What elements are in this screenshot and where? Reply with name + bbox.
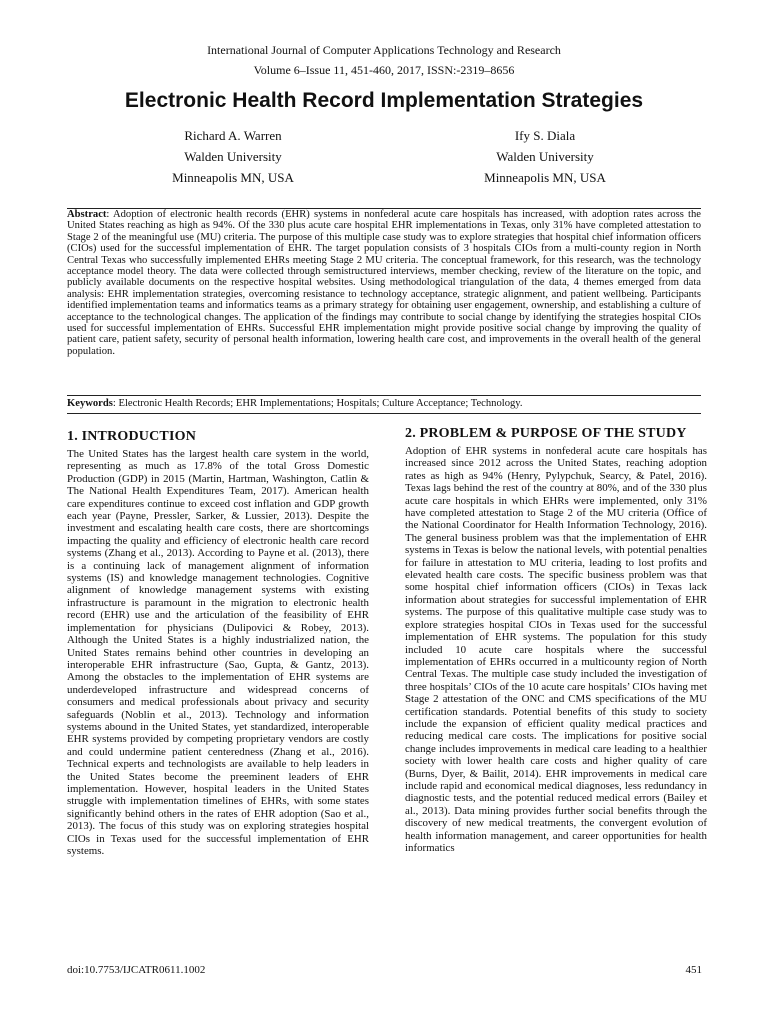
author-affiliation: Walden University [184, 149, 282, 164]
keywords-bottom-rule [67, 413, 701, 414]
column-right [405, 426, 707, 854]
section-body-introduction: The United States has the largest health care system in the world, representing as much as 17.8% of the total Gross Domestic Production (GDP) in 2015 (Martin, Hartman, Washington, Catlin & The National Health Expenditures Team, 2017). American health care expenditures continue to exceed cost inflation and GDP growth each year (Payne, Pressler, Sarker, & Lussier, 2013). Despite the investment and escalating health care costs, there are shortcomings impacting the quality and efficiency of electronic health care record systems (Zhang et al., 2013). According to Payne et al. (2013), there is a continuing lack of management alignment of information systems (IS) and knowledge management technologies. Cognitive alignment of knowledge management systems with existing infrastructure is paramount in the migration to electronic health record (EHR) use and the articulation of the feasibility of EHR implementation for physicians (Dulipovici & Robey, 2013). Although the United States is a highly industrialized nation, the United States remains behind other countries in developing an interoperable EHR infrastructure (Sao, Gupta, & Gantz, 2013). Among the obstacles to the implementation of EHR systems are underdeveloped infrastructure and widespread concerns of consumers and medical professionals about privacy and security safeguards (Noblin et al., 2013). Technology and information systems abound in the United States, yet standardized, interoperable EHR systems provided by competing proprietary vendors are costly and could undermine patient centeredness (Zhang et al., 2016). Technical experts and technologists are available to help leaders in the United States become the preeminent leaders of EHR implementation. However, hospital leaders in the United States struggle with implementation timelines of EHRs, with some states significantly behind others in the rates of EHR adoption (Sao et al., 2013). The focus of this study was on exploring strategies hospital CIOs in Texas used for the successful implementation of EHR systems. [67, 448, 369, 857]
author-block-1 [103, 125, 363, 188]
journal-volume: Volume 6–Issue 11, 451-460, 2017, ISSN:-2319–8656 [253, 63, 515, 77]
keywords [67, 397, 701, 410]
journal-name: International Journal of Computer Applications Technology and Research [207, 43, 561, 57]
keywords-text: : Electronic Health Records; EHR Implementations; Hospitals; Culture Acceptance; Technology. [112, 398, 523, 409]
page-number: 451 [685, 964, 702, 976]
author-name: Richard A. Warren [184, 128, 282, 143]
abstract-label: Abstract [67, 209, 107, 220]
section-heading-introduction: 1. INTRODUCTION [67, 429, 197, 444]
section-body-problem-purpose: Adoption of EHR systems in nonfederal acute care hospitals has increased since 2012 across the United States, reaching adoption rates as high as 94% (Henry, Pylypchuk, Searcy, & Patel, 2016). Texas lags behind the rest of the country at 80%, and of the 330 plus acute care hospitals in which EHRs were implemented, only 31% have completed attestation to Stage 2 of the MU criteria (Office of the National Coordinator for Health Information Technology, 2016). The general business problem was that the implementation of EHR systems in Texas is below the national levels, with potential penalties for failure in attestation to MU criteria, leading to lost profits and elevated health care costs. The specific business problem was that some hospital chief information officers (CIOs) in Texas lack information about strategies for successful implementation of EHR systems. The purpose of this qualitative multiple case study was to explore strategies hospital CIOs in Texas used for the successful implementation of EHR systems. The population for this study included 10 acute care hospitals where the successful implementation of EHRs occurred in a multicounty region of North Central Texas. The multiple case study included the investigation of three hospitals’ CIOs of the 10 acute care hospitals’ CIOs having met Stage 2 attestation of the ONC and CMS specifications of the MU certification standards. Potential benefits of this study to society include the expansion of efficient quality medical practices and reducing medical care costs. The implications for positive social change includes improvements in medical care leading to a healthier society with lower health care costs and higher quality of care (Burns, Dyer, & Bailit, 2014). EHR improvements in medical care include rapid and economical medical diagnoses, less redundancy in diagnostic tests, and the potential reduced medical errors (Bailey et al., 2013). Data mining provides further social benefits through the discovery of new medical treatments, the convergent evolution of health information management, and career opportunities for health informatics [405, 445, 707, 854]
author-location: Minneapolis MN, USA [172, 170, 294, 185]
author-affiliation: Walden University [496, 149, 594, 164]
author-location: Minneapolis MN, USA [484, 170, 606, 185]
section-heading-problem-purpose: 2. PROBLEM & PURPOSE OF THE STUDY [405, 426, 687, 441]
paper-title: Electronic Health Record Implementation Strategies [124, 89, 644, 112]
keywords-label: Keywords [67, 398, 113, 409]
abstract-text: : Adoption of electronic health records (EHR) systems in nonfederal acute care hospitals has increased, with adoption rates across the United States reaching as high as 94%. Of the 330 plus acute care hospital EHR implementations in Texas, only 31% have completed attestation to Stage 2 of the meaningful use (MU) criteria. The purpose of this multiple case study was to explore strategies that hospital chief information officers (CIOs) used for the successful implementation of EHR. The target population consists of 3 hospitals CIOs from a multi-county region in North Central Texas who successfully implemented EHRs meeting Stage 2 MU criteria. The conceptual framework, for this research, was the technology acceptance model theory. The data were collected through semistructured interviews, member checking, review of the literature on the topic, and publicly available documents on the respective hospital websites. Using methodological triangulation of the data, 4 themes emerged from data analysis: EHR implementation strategies, overcoming resistance to technology acceptance, strategic alignment, and patient wellbeing. Participants identified implementation teams and informatics teams as a primary strategy for obtaining user engagement, ownership, and establishing a culture of acceptance to the technological changes. The application of the findings may contribute to social change by identifying the strategies hospital CIOs used for successful implementation of EHRs. Successful EHR implementation might provide positive social change by improving the quality of patient care, patient safety, security of personal health information, lowering health care cost, and improvements in the overall health of the general population. [67, 209, 701, 357]
author-block-2 [415, 125, 675, 188]
footer-doi: doi:10.7753/IJCATR0611.1002 [67, 964, 206, 976]
column-left [67, 426, 369, 857]
keywords-top-rule [67, 395, 701, 396]
abstract [67, 209, 701, 357]
author-name: Ify S. Diala [514, 128, 576, 143]
